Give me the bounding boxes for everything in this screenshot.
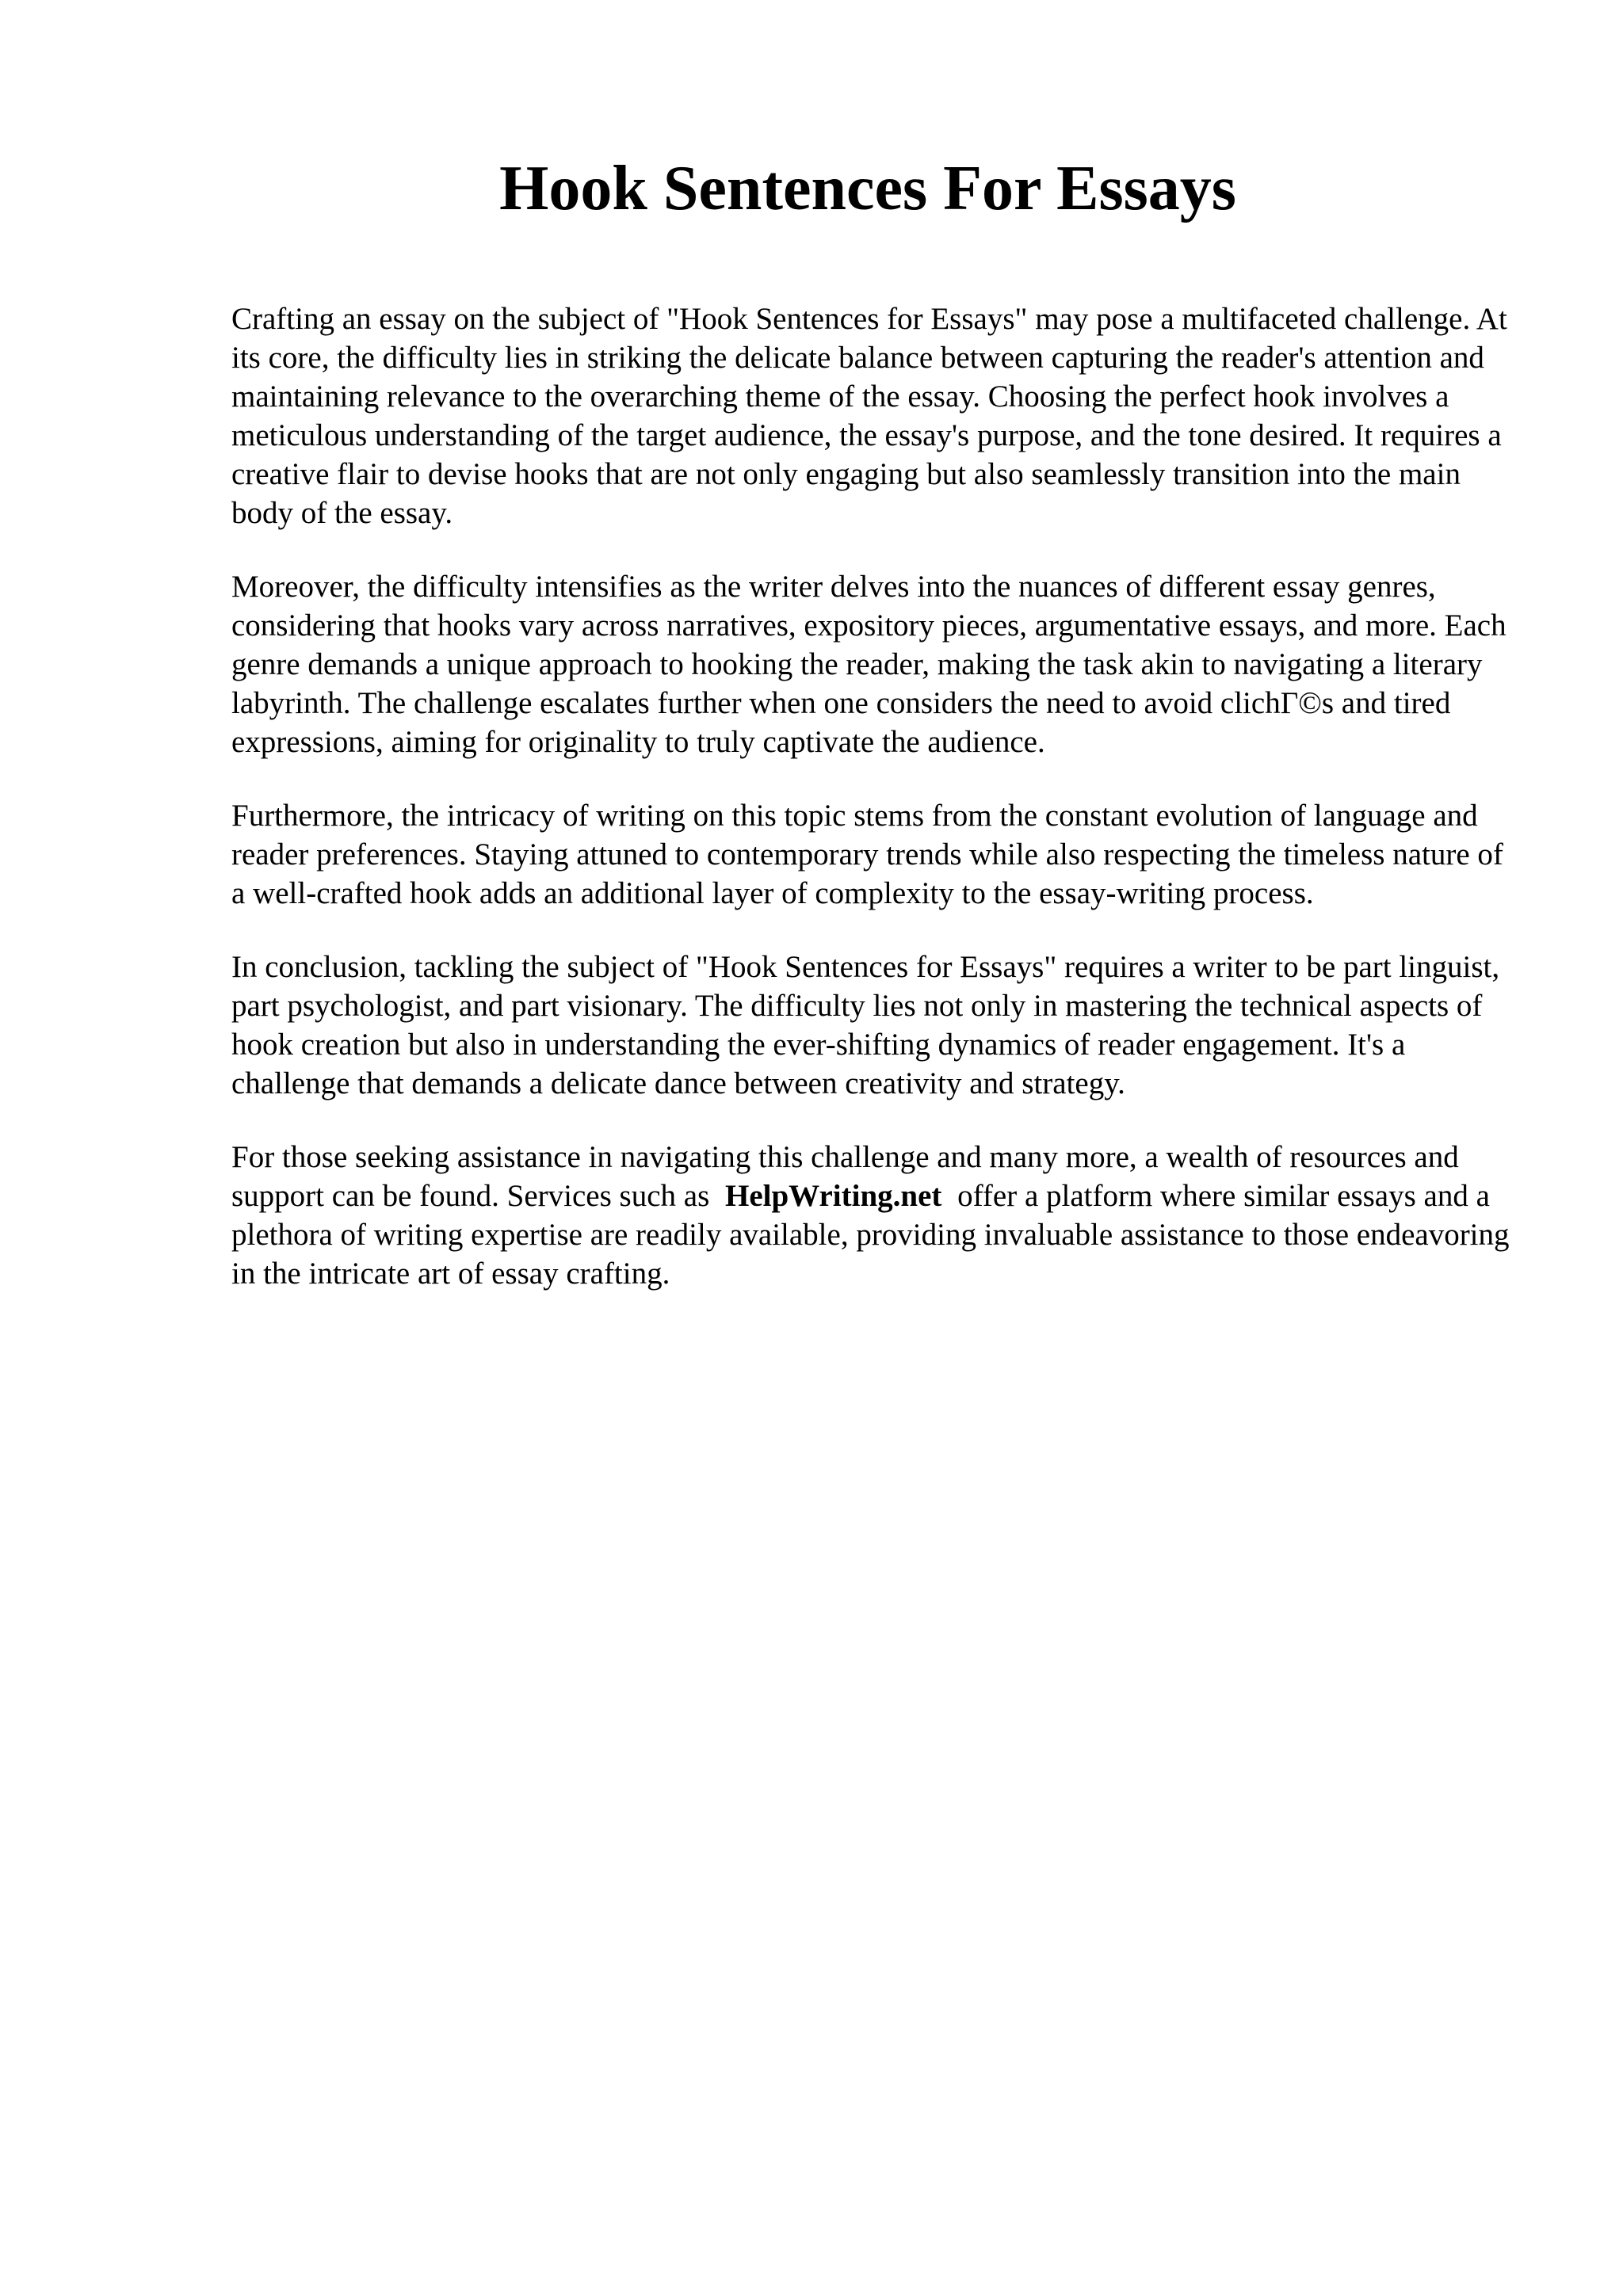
document-body <box>231 299 1523 1328</box>
helpwriting-link[interactable]: HelpWriting.net <box>725 1179 942 1213</box>
paragraph-1: Crafting an essay on the subject of "Hook Sentences for Essays" may pose a multifaceted challenge. At its core, the difficulty lies in striking the delicate balance between capturing the reader's attention and maintaining relevance to the overarching theme of the essay. Choosing the perfect hook involves a meticulous understanding of the target audience, the essay's purpose, and the tone desired. It requires a creative flair to devise hooks that are not only engaging but also seamlessly transition into the main body of the essay. <box>231 302 1507 530</box>
paragraph-5-before-link: For those seeking assistance in navigating this challenge and many more, a wealth of resources and support can be found. Services such as <box>231 1140 1459 1213</box>
paragraph-4: In conclusion, tackling the subject of "Hook Sentences for Essays" requires a writer to be part linguist, part psychologist, and part visionary. The difficulty lies not only in mastering the technical aspects of hook creation but also in understanding the ever-shifting dynamics of reader engagement. It's a challenge that demands a delicate dance between creativity and strategy. <box>231 950 1500 1100</box>
paragraph-3: Furthermore, the intricacy of writing on this topic stems from the constant evolution of language and reader preferences. Staying attuned to contemporary trends while also respecting the timeless nature of a well-crafted hook adds an additional layer of complexity to the essay-writing process. <box>231 799 1503 910</box>
page-title: Hook Sentences For Essays <box>499 154 1236 223</box>
paragraph-5 <box>231 1138 1523 1293</box>
paragraph-5-after-link: offer a platform where similar essays and a plethora of writing expertise are readily available, providing invaluable assistance to those endeavoring in the intricate art of essay crafting. <box>231 1179 1510 1291</box>
paragraph-2: Moreover, the difficulty intensifies as the writer delves into the nuances of different essay genres, considering that hooks vary across narratives, expository pieces, argumentative essays, and more. Each genre demands a unique approach to hooking the reader, making the task akin to navigating a literary labyrinth. The challenge escalates further when one considers the need to avoid clichΓ©s and tired expressions, aiming for originality to truly captivate the audience. <box>231 570 1507 759</box>
